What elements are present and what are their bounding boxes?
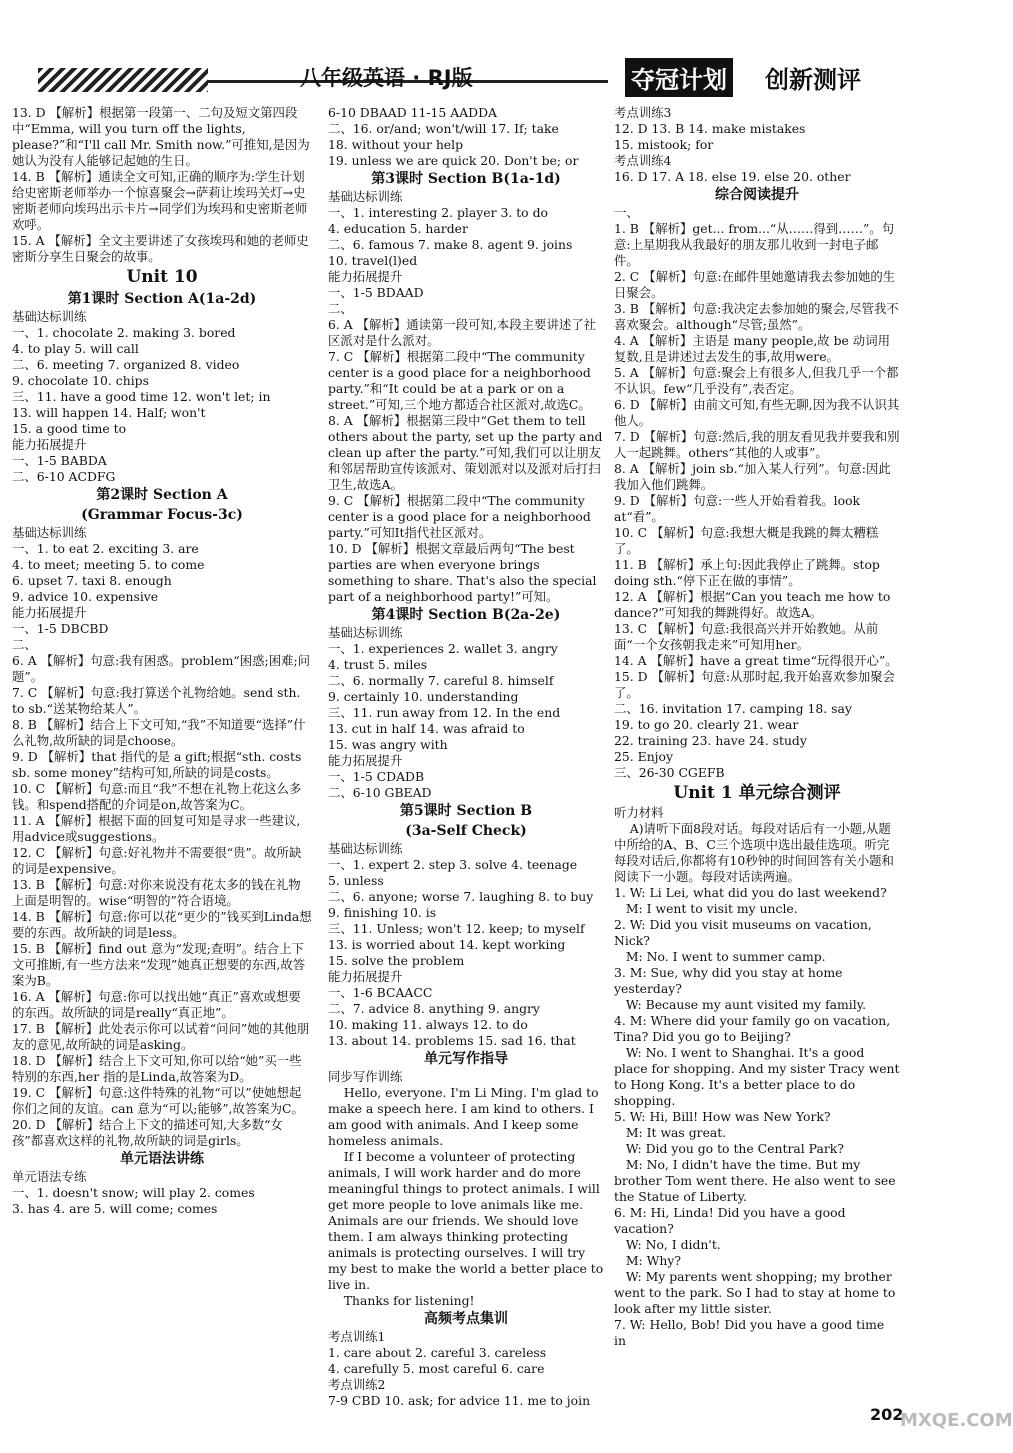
answer-column-1 <box>12 105 312 1217</box>
answer-line: 22. training 23. have 24. study <box>614 733 807 748</box>
answer-line: W: No. I went to Shanghai. It's a good place for shopping. And my sister Tracy went to Hong Kong. It's a better place to do shopping. <box>614 1045 904 1108</box>
answer-line: 8. A 【解析】join sb.“加入某人行列”。句意:因此我加入他们跳舞。 <box>614 461 891 492</box>
answer-line: 基础达标训练 <box>328 189 403 204</box>
answer-line: 4. carefully 5. most careful 6. care <box>328 1361 545 1376</box>
answer-line: M: It was great. <box>614 1125 727 1140</box>
answer-line: 一、1. experiences 2. wallet 3. angry <box>328 641 558 656</box>
answer-line: 13. will happen 14. Half; won't <box>12 405 206 420</box>
answer-line: 三、11. run away from 12. In the end <box>328 705 561 720</box>
answer-line: 听力材料 <box>614 805 664 820</box>
answer-line: 4. A 【解析】主语是 many people,故 be 动词用复数,且是讲述过去发生的事,故用were。 <box>614 333 890 364</box>
series-title: 创新测评 <box>765 66 861 94</box>
answer-line: 考点训练3 <box>614 105 672 120</box>
answer-line: 二、 <box>12 637 37 652</box>
answer-line: 基础达标训练 <box>328 625 403 640</box>
answer-line: 13. C 【解析】句意:我很高兴并开始教她。从前面“一个女孩朝我走来”可知用her。 <box>614 621 879 652</box>
section-heading: 高频考点集训 <box>424 1311 508 1327</box>
answer-line: 16. D 17. A 18. else 19. else 20. other <box>614 169 851 184</box>
answer-line: 10. C 【解析】句意:我想大概是我跳的舞太糟糕了。 <box>614 525 879 556</box>
answer-line: 15. solve the problem <box>328 953 465 968</box>
answer-line: 6. A 【解析】通读第一段可知,本段主要讲述了社区派对是什么派对。 <box>328 317 597 348</box>
section-heading: 单元语法讲练 <box>120 1151 204 1167</box>
answer-line: 19. unless we are quick 20. Don't be; or <box>328 153 579 168</box>
answer-line: 一、 <box>614 205 639 220</box>
answer-line: 7. C 【解析】根据第二段中“The community center is a good place for a neighborhood party.”和“It could be at a park or on a street.”可知,三个地方都适合社区派对,故选C。 <box>328 349 595 412</box>
answer-line: 7. W: Hello, Bob! Did you have a good time in <box>614 1317 889 1348</box>
answer-line: 二、6. anyone; worse 7. laughing 8. to buy <box>328 889 594 904</box>
answer-line: 能力拓展提升 <box>12 437 87 452</box>
answer-line: W: Did you go to the Central Park? <box>614 1141 844 1156</box>
answer-line: 13. D 【解析】根据第一段第一、二句及短文第四段中“Emma, will you turn off the lights, please?”和“I'll call Mr. Smith now.”可推知,是因为她认为没有人能够记起她的生日。 <box>12 105 310 168</box>
answer-line: 3. B 【解析】句意:我决定去参加她的聚会,尽管我不喜欢聚会。although“尽管;虽然”。 <box>614 301 899 332</box>
answer-line: 5. unless <box>328 873 384 888</box>
answer-line: 12. D 13. B 14. make mistakes <box>614 121 806 136</box>
answer-line: M: No, I didn't have the time. But my brother Tom went there. He also went to see the Statue of Liberty. <box>614 1157 900 1204</box>
answer-line: 9. C 【解析】根据第二段中“The community center is a good place for a neighborhood party.”可知It指代社区派对。 <box>328 493 595 540</box>
section-heading: 第4课时 Section B(2a-2e) <box>371 607 561 623</box>
answer-line: 能力拓展提升 <box>328 269 403 284</box>
answer-line: 7-9 CBD 10. ask; for advice 11. me to join <box>328 1393 591 1408</box>
brand-logo: 夺冠计划 <box>625 58 733 97</box>
answer-line: 9. finishing 10. is <box>328 905 437 920</box>
answer-line: 6. D 【解析】由前文可知,有些无聊,因为我不认识其他人。 <box>614 397 900 428</box>
answer-line: A)请听下面8段对话。每段对话后有一小题,从题中所给的A、B、C三个选项中选出最佳选项。听完每段对话后,你都将有10秒钟的时间回答有关小题和阅读下一小题。每段对话读两遍。 <box>614 821 894 884</box>
answer-line: 13. about 14. problems 15. sad 16. that <box>328 1033 576 1048</box>
answer-line: 6-10 DBAAD 11-15 AADDA <box>328 105 497 120</box>
section-heading: (3a-Self Check) <box>405 823 527 839</box>
grade-title: 八年级英语 · RJ版 <box>300 66 473 90</box>
section-heading: 第5课时 Section B <box>399 803 533 819</box>
answer-line: W: No, I didn't. <box>614 1237 721 1252</box>
answer-line: 二、16. or/and; won't/will 17. If; take <box>328 121 559 136</box>
answer-line: 3. M: Sue, why did you stay at home yesterday? <box>614 965 847 996</box>
answer-line: 9. D 【解析】that 指代的是 a gift;根据“sth. costs sb. some money”结构可知,所缺的词是costs。 <box>12 749 306 780</box>
answer-line: 15. D 【解析】句意:从那时起,我开始喜欢参加聚会了。 <box>614 669 896 700</box>
answer-line: 二、6. normally 7. careful 8. himself <box>328 673 554 688</box>
answer-line: W: Because my aunt visited my family. <box>614 997 867 1012</box>
answer-line: M: I went to visit my uncle. <box>614 901 798 916</box>
answer-line: 8. A 【解析】根据第三段中“Get them to tell others about the party, set up the party and clean up after the party.”可知,我们可以让朋友和邻居帮助宣传该派对、策划派对以及派对后打扫卫生,故选A。 <box>328 413 607 492</box>
answer-line: 15. a good time to <box>12 421 127 436</box>
section-heading: 第2课时 Section A <box>96 487 228 503</box>
answer-line: 12. A 【解析】根据“Can you teach me how to dance?”可知我的舞跳得好。故选A。 <box>614 589 895 620</box>
answer-line: 一、1. expert 2. step 3. solve 4. teenage <box>328 857 578 872</box>
answer-line: 同步写作训练 <box>328 1069 403 1084</box>
answer-line: 5. A 【解析】句意:聚会上有很多人,但我几乎一个都不认识。few“几乎没有”,表否定。 <box>614 365 899 396</box>
answer-line: 18. without your help <box>328 137 464 152</box>
answer-line: 2. W: Did you visit museums on vacation, Nick? <box>614 917 876 948</box>
answer-line: 14. B 【解析】通读全文可知,正确的顺序为:学生计划给史密斯老师举办一个惊喜聚会→萨莉让埃玛关灯→史密斯老师向埃玛出示卡片→同学们为埃玛和史密斯老师欢呼。 <box>12 169 308 232</box>
answer-line: 6. A 【解析】句意:我有困惑。problem“困惑;困难;问题”。 <box>12 653 311 684</box>
answer-line: 3. has 4. are 5. will come; comes <box>12 1201 218 1216</box>
answer-line: If I become a volunteer of protecting animals, I will work harder and do more meaningful things to protect animals. I will get more people to love animals like me. Animals are our friends. We should love them. I am always thinking protecting animals is protecting ourselves. I will try my best to make the world a better place to live in. <box>328 1149 608 1292</box>
answer-line: 4. to play 5. will call <box>12 341 139 356</box>
answer-line: 三、26-30 CGEFB <box>614 765 725 780</box>
answer-line: 20. D 【解析】结合上下文的描述可知,大多数“女孩”都喜欢这样的礼物,故所缺的词是girls。 <box>12 1117 283 1148</box>
answer-line: 6. upset 7. taxi 8. enough <box>12 573 172 588</box>
section-heading: 单元写作指导 <box>424 1051 508 1067</box>
page-header <box>0 0 1000 106</box>
answer-line: 能力拓展提升 <box>328 969 403 984</box>
answer-line: 基础达标训练 <box>328 841 403 856</box>
answer-line: Thanks for listening! <box>328 1293 475 1308</box>
answer-line: 考点训练1 <box>328 1329 386 1344</box>
answer-column-2 <box>328 105 608 1409</box>
answer-line: 4. to meet; meeting 5. to come <box>12 557 205 572</box>
watermark: MXQE.COM <box>900 1410 1013 1431</box>
answer-line: 5. W: Hi, Bill! How was New York? <box>614 1109 831 1124</box>
answer-line: 一、1-5 CDADB <box>328 769 425 784</box>
answer-line: 二、6. famous 7. make 8. agent 9. joins <box>328 237 573 252</box>
answer-line: 1. W: Li Lei, what did you do last weekend? <box>614 885 887 900</box>
answer-line: 三、11. Unless; won't 12. keep; to myself <box>328 921 585 936</box>
answer-line: 三、11. have a good time 12. won't let; in <box>12 389 271 404</box>
answer-line: 4. M: Where did your family go on vacation, Tina? Did you go to Beijing? <box>614 1013 895 1044</box>
answer-line: 二、7. advice 8. anything 9. angry <box>328 1001 540 1016</box>
answer-line: 考点训练2 <box>328 1377 386 1392</box>
answer-line: 1. care about 2. careful 3. careless <box>328 1345 547 1360</box>
answer-line: 一、1. to eat 2. exciting 3. are <box>12 541 199 556</box>
answer-line: 9. chocolate 10. chips <box>12 373 149 388</box>
answer-line: 6. M: Hi, Linda! Did you have a good vacation? <box>614 1205 850 1236</box>
answer-line: 一、1. chocolate 2. making 3. bored <box>12 325 236 340</box>
answer-line: 10. travel(l)ed <box>328 253 418 268</box>
answer-line: M: No. I went to summer camp. <box>614 949 826 964</box>
answer-line: 16. A 【解析】句意:你可以找出她“真正”喜欢或想要的东西。故所缺的词是really“真正地”。 <box>12 989 301 1020</box>
answer-line: 一、1-6 BCAACC <box>328 985 433 1000</box>
answer-line: 2. C 【解析】句意:在邮件里她邀请我去参加她的生日聚会。 <box>614 269 896 300</box>
answer-line: 能力拓展提升 <box>12 605 87 620</box>
answer-line: 10. making 11. always 12. to do <box>328 1017 528 1032</box>
section-heading: 第1课时 Section A(1a-2d) <box>67 291 257 307</box>
answer-line: 二、 <box>328 301 353 316</box>
header-hatch-decoration <box>38 68 208 92</box>
answer-line: 11. B 【解析】承上句:因此我停止了跳舞。stop doing sth.“停下正在做的事情”。 <box>614 557 884 588</box>
page-number: 202 <box>870 1405 904 1424</box>
answer-line: 25. Enjoy <box>614 749 673 764</box>
answer-line: Hello, everyone. I'm Li Ming. I'm glad to make a speech here. I am kind to others. I am good with animals. And I keep some homeless animals. <box>328 1085 603 1148</box>
answer-line: 14. B 【解析】句意:你可以花“更少的”钱买到Linda想要的东西。故所缺的词是less。 <box>12 909 312 940</box>
answer-line: 一、1. doesn't snow; will play 2. comes <box>12 1185 255 1200</box>
section-heading: 第3课时 Section B(1a-1d) <box>371 171 561 187</box>
answer-line: 二、6. meeting 7. organized 8. video <box>12 357 240 372</box>
answer-line: 13. is worried about 14. kept working <box>328 937 566 952</box>
answer-line: 8. B 【解析】结合上下文可知,“我”不知道要“选择”什么礼物,故所缺的词是choose。 <box>12 717 306 748</box>
answer-column-3 <box>614 105 904 1349</box>
answer-line: 13. cut in half 14. was afraid to <box>328 721 525 736</box>
answer-line: 9. D 【解析】句意:一些人开始看着我。look at“看”。 <box>614 493 865 524</box>
answer-line: 10. D 【解析】根据文章最后两句“The best parties are when everyone brings something to share. That's also the special part of a neighborhood party!”可知。 <box>328 541 601 604</box>
answer-line: 单元语法专练 <box>12 1169 87 1184</box>
answer-line: 一、1-5 BDAAD <box>328 285 424 300</box>
answer-line: 基础达标训练 <box>12 525 87 540</box>
answer-line: 9. advice 10. expensive <box>12 589 159 604</box>
answer-line: 一、1. interesting 2. player 3. to do <box>328 205 548 220</box>
unit-heading: Unit 10 <box>126 267 198 287</box>
answer-line: 15. B 【解析】find out 意为“发现;查明”。结合上下文可推断,有一些方法来“发现”她真正想要的东西,故答案为B。 <box>12 941 306 988</box>
answer-line: 15. mistook; for <box>614 137 714 152</box>
answer-line: 15. A 【解析】全文主要讲述了女孩埃玛和她的老师史密斯分享生日聚会的故事。 <box>12 233 309 264</box>
answer-line: 一、1-5 DBCBD <box>12 621 109 636</box>
answer-line: 11. A 【解析】根据下面的回复可知是寻求一些建议,用advice或suggestions。 <box>12 813 301 844</box>
answer-line: 能力拓展提升 <box>328 753 403 768</box>
answer-line: 9. certainly 10. understanding <box>328 689 519 704</box>
answer-line: 13. B 【解析】句意:对你来说没有花太多的钱在礼物上面是明智的。wise“明智的”符合语境。 <box>12 877 301 908</box>
answer-line: 4. trust 5. miles <box>328 657 428 672</box>
answer-line: 1. B 【解析】get... from...“从……得到……”。句意:上星期我从我最好的朋友那儿收到一封电子邮件。 <box>614 221 895 268</box>
section-heading: (Grammar Focus-3c) <box>81 507 243 523</box>
answer-line: 考点训练4 <box>614 153 672 168</box>
answer-line: 4. education 5. harder <box>328 221 468 236</box>
answer-line: 基础达标训练 <box>12 309 87 324</box>
answer-line: 19. to go 20. clearly 21. wear <box>614 717 799 732</box>
answer-line: 二、6-10 ACDFG <box>12 469 116 484</box>
answer-line: 19. C 【解析】句意:这件特殊的礼物“可以”使她想起你们之间的友谊。can 意为“可以;能够”,故答案为C。 <box>12 1085 304 1116</box>
answer-line: 一、1-5 BABDA <box>12 453 107 468</box>
answer-line: 12. C 【解析】句意:好礼物并不需要很“贵”。故所缺的词是expensive。 <box>12 845 302 876</box>
answer-line: 17. B 【解析】此处表示你可以试着“问问”她的其他朋友的意见,故所缺的词是asking。 <box>12 1021 310 1052</box>
answer-line: 14. A 【解析】have a great time“玩得很开心”。 <box>614 653 898 668</box>
answer-line: 7. D 【解析】句意:然后,我的朋友看见我并要我和别人一起跳舞。others“其他的人或事”。 <box>614 429 900 460</box>
answer-line: 二、16. invitation 17. camping 18. say <box>614 701 852 716</box>
answer-line: 18. D 【解析】结合上下文可知,你可以给“她”买一些特别的东西,her 指的是Linda,故答案为D。 <box>12 1053 302 1084</box>
answer-line: 15. was angry with <box>328 737 448 752</box>
answer-line: W: My parents went shopping; my brother went to the park. So I had to stay at home to look after my little sister. <box>614 1269 900 1316</box>
section-heading: 综合阅读提升 <box>715 187 799 203</box>
unit-heading: Unit 1 单元综合测评 <box>673 783 841 803</box>
answer-line: 10. C 【解析】句意:而且“我”不想在礼物上花这么多钱。和spend搭配的介词是on,故答案为C。 <box>12 781 302 812</box>
answer-line: 7. C 【解析】句意:我打算送个礼物给她。send sth. to sb.“送某物给某人”。 <box>12 685 305 716</box>
answer-line: 二、6-10 GBEAD <box>328 785 432 800</box>
answer-line: M: Why? <box>614 1253 681 1268</box>
